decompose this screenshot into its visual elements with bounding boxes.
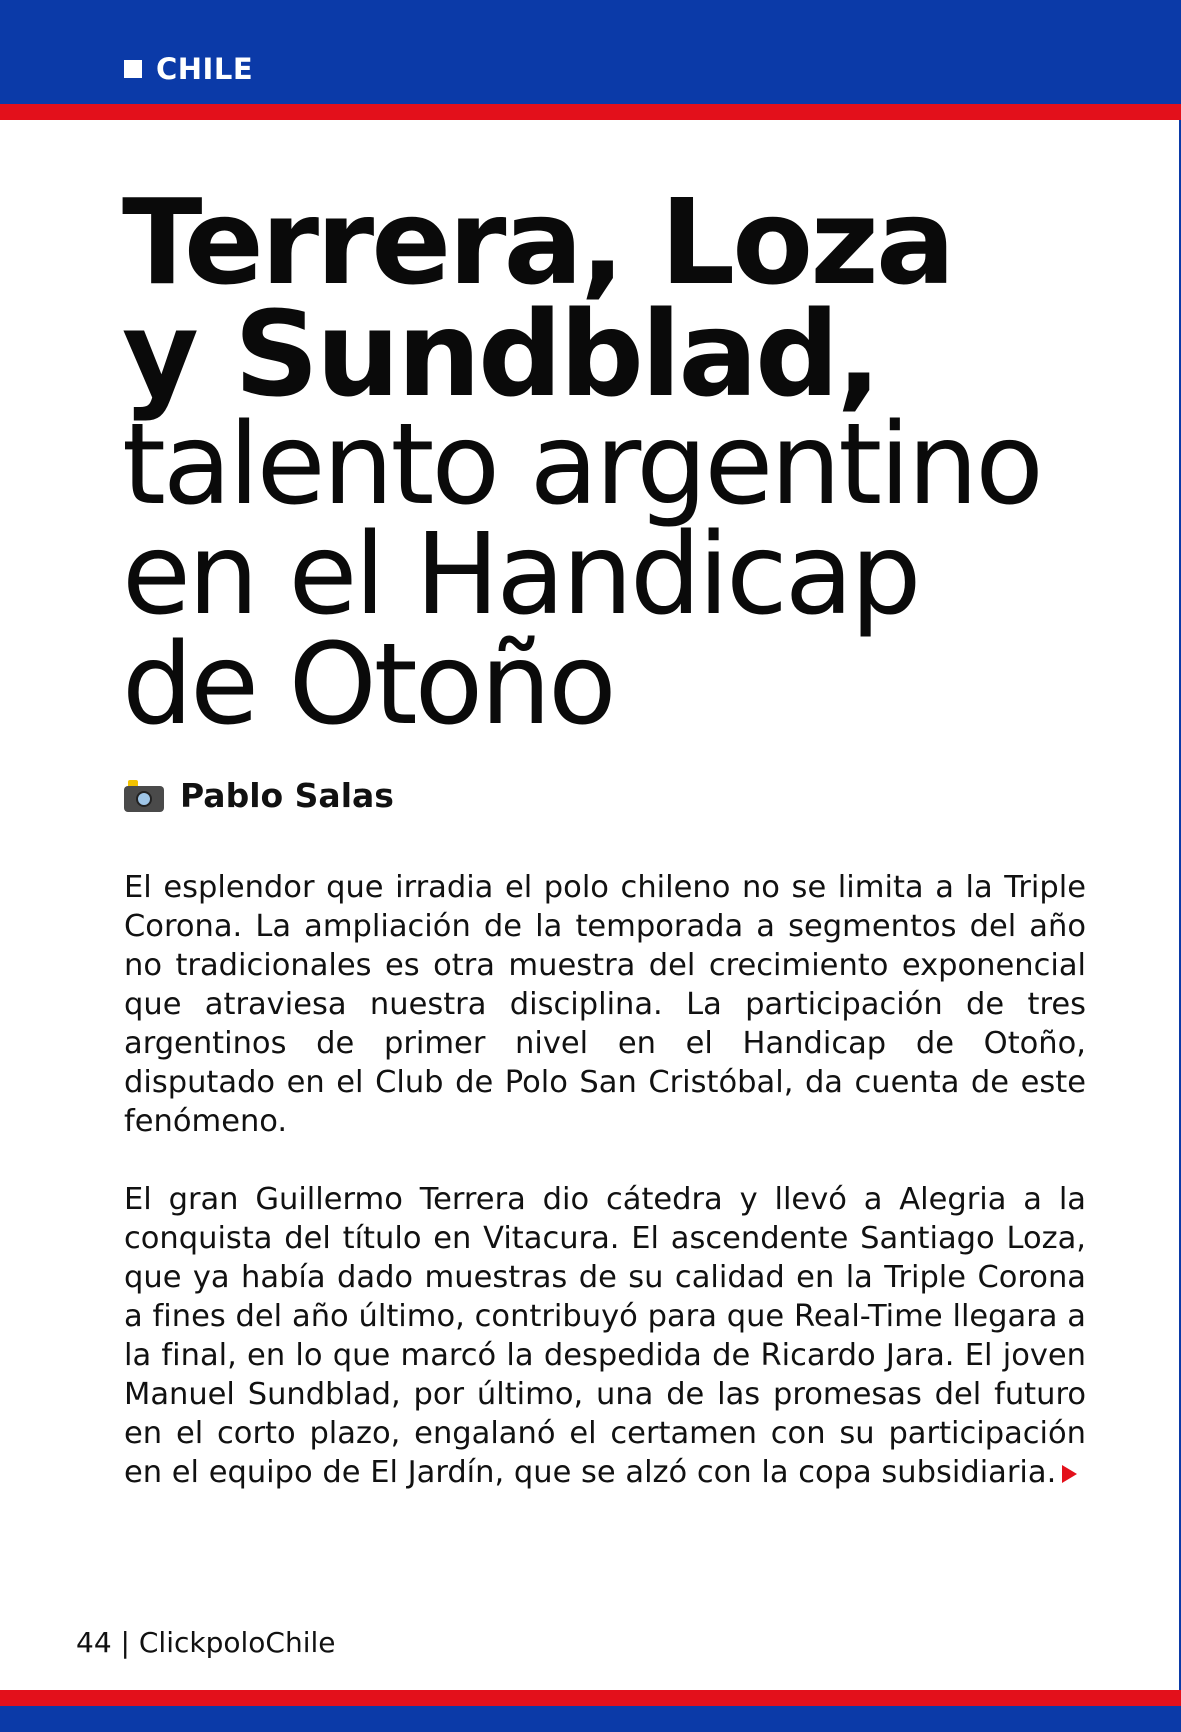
body-paragraph-1: El esplendor que irradia el polo chileno no se limita a la Triple Corona. La ampliación de la temporada a segmentos del año no tradicionales es otra muestra del crecimiento exponencial que atraviesa nuestra disciplina. La participación de tres argentinos de primer nivel en el Handicap de Otoño, disputado en el Club de Polo San Cristóbal, da cuenta de este fenómeno. bbox=[124, 870, 1086, 1139]
section-label: CHILE bbox=[156, 52, 254, 86]
byline-author: Pablo Salas bbox=[180, 776, 394, 815]
header-red-stripe bbox=[0, 104, 1181, 120]
body-paragraph-2: El gran Guillermo Terrera dio cátedra y llevó a Alegria a la conquista del título en Vitacura. El ascendente Santiago Loza, que ya había dado muestras de su calidad en la Triple Corona a fines del año último, contribuyó para que Real-Time llegara a la final, en lo que marcó la despedida de Ricardo Jara. El joven Manuel Sundblad, por último, una de las promesas del futuro en el corto plazo, engalanó el certamen con su participación en el equipo de El Jardín, que se alzó con la copa subsidiaria. bbox=[124, 1182, 1086, 1490]
page-footer: 44 | ClickpoloChile bbox=[76, 1626, 336, 1659]
byline bbox=[124, 776, 394, 815]
article-headline bbox=[122, 173, 1122, 750]
headline-bold-line-2: y Sundblad, bbox=[122, 285, 879, 423]
article-body bbox=[124, 868, 1086, 1531]
headline-light-line-1: talento argentino bbox=[122, 400, 1041, 530]
footer-red-stripe bbox=[0, 1690, 1181, 1706]
headline-bold-line-1: Terrera, Loza bbox=[122, 173, 953, 311]
end-of-article-icon bbox=[1062, 1465, 1077, 1483]
headline-light-line-3: de Otoño bbox=[122, 620, 614, 750]
footer-band bbox=[0, 1706, 1181, 1732]
headline-light-line-2: en el Handicap bbox=[122, 510, 919, 640]
square-bullet-icon bbox=[124, 60, 142, 78]
section-tag bbox=[124, 52, 253, 86]
camera-icon bbox=[124, 780, 164, 812]
